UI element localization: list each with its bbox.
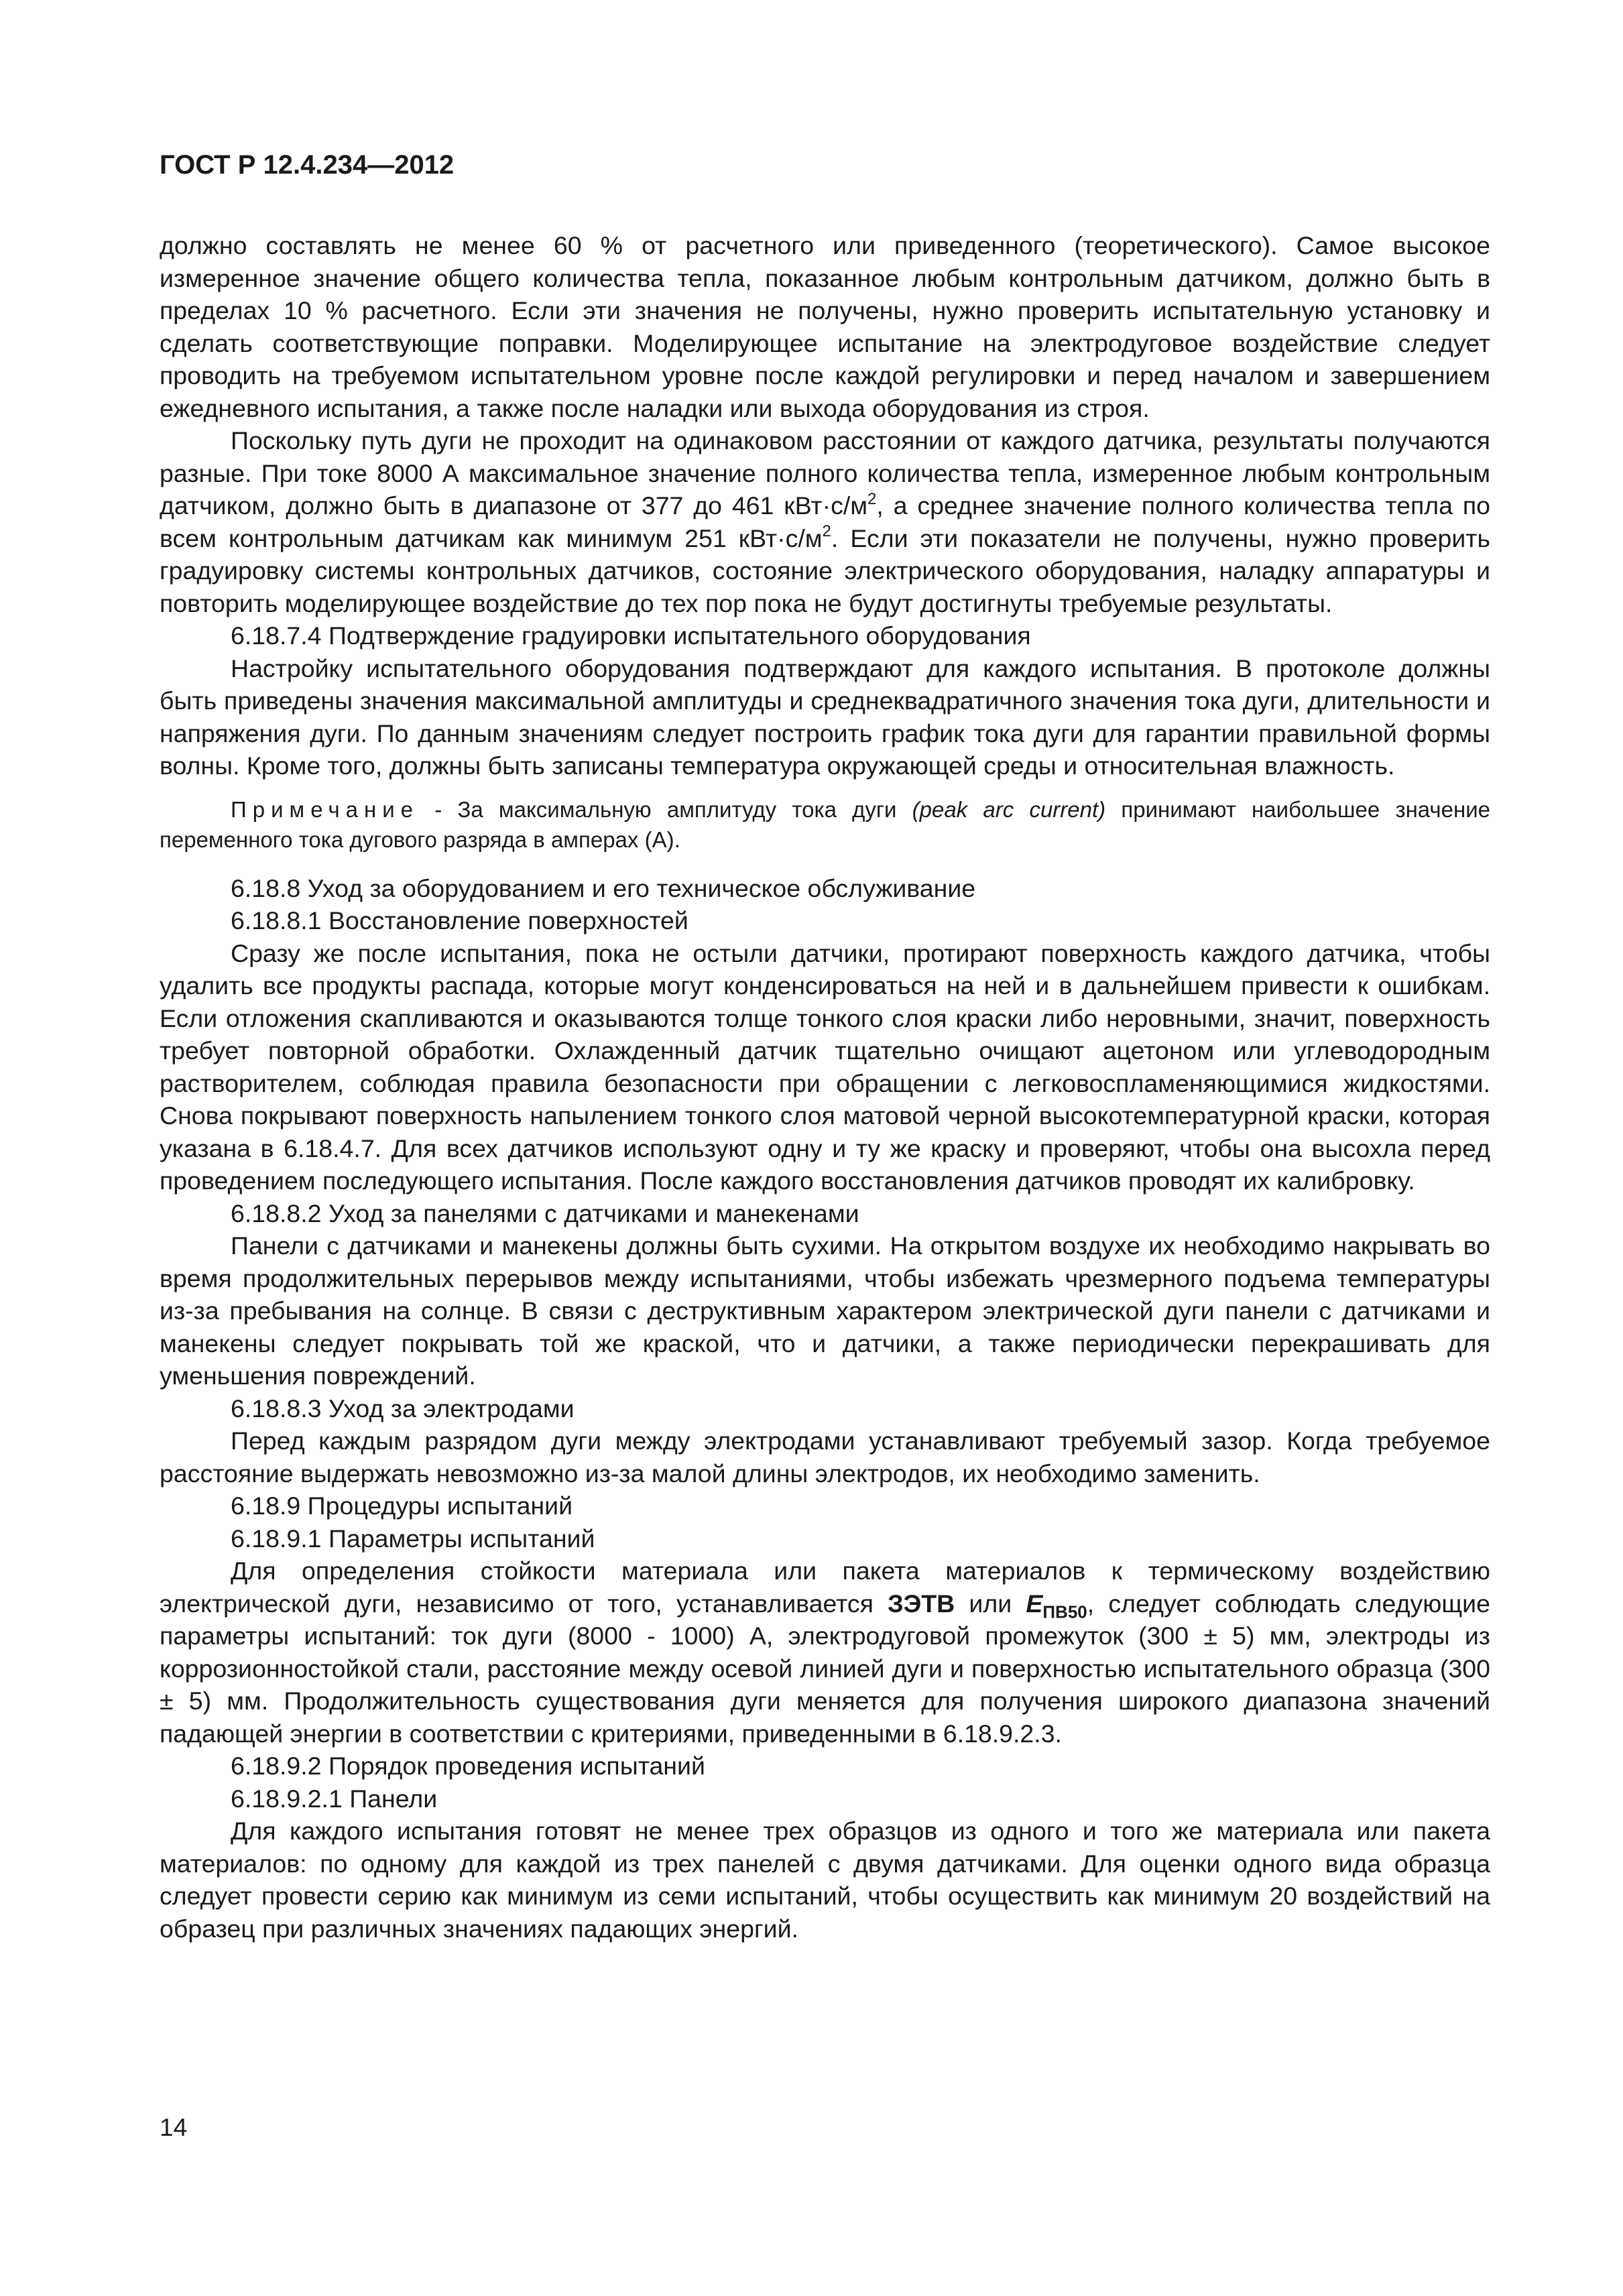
paragraph-arc-path-part2: , а среднее значение полного количества тепла по всем контрольным датчикам как минимум 251 кВт·с/м <box>160 491 1491 552</box>
paragraph-arc-path <box>160 424 1490 619</box>
paragraph-surface-restoration: Сразу же после испытания, пока не остыли датчики, протирают поверхность каждого датчика, чтобы удалить все продукты распада, которые могут конденсироваться на ней и в дальнейшем привести к ошибкам. Если отложения скапливаются и оказываются толще тонкого слоя краски либо неровными, значит, поверхность требует повторной обработки. Охлажденный датчик тщательно очищают ацетоном или углеводородным растворителем, соблюдая правила безопасности при обращении с легковоспламеняющимися жидкостями. Снова покрывают поверхность напылением тонкого слоя матовой черной высокотемпературной краски, которая указана в 6.18.4.7. Для всех датчиков используют одну и ту же краску и проверяют, чтобы она высохла перед проведением последующего испытания. После каждого восстановления датчиков проводят их калибровку. <box>160 939 1490 1195</box>
section-heading-6-18-8-3: 6.18.8.3 Уход за электродами <box>231 1394 575 1423</box>
term-e-subscript: ПВ50 <box>1042 1602 1087 1622</box>
section-heading-6-18-8-1: 6.18.8.1 Восстановление поверхностей <box>231 906 688 934</box>
paragraph-arc-path-part1: Поскольку путь дуги не проходит на одинаковом расстоянии от каждого датчика, результаты получаются разные. При токе 8000 А максимальное значение полного количества тепла, измеренное любым контрольным датчиком, должно быть в диапазоне от 377 до 461 кВт·с/м <box>160 426 1490 520</box>
paragraph-continuation: должно составлять не менее 60 % от расчетного или приведенного (теоретического). Самое высокое измеренное значение общего количества тепла, показанное любым контрольным датчиком, должно быть в пределах 10 % расчетного. Если эти значения не получены, нужно проверить испытательную установку и сделать соответствующие поправки. Моделирующее испытание на электродуговое воздействие следует проводить на требуемом испытательном уровне после каждой регулировки и перед началом и завершением ежедневного испытания, а также после наладки или выхода оборудования из строя. <box>160 231 1490 422</box>
document-header: ГОСТ Р 12.4.234—2012 <box>160 150 455 180</box>
test-parameters-part1: Для определения стойкости материала или пакета материалов к термическому воздействию электрической дуги, независимо от того, устанавливается <box>160 1557 1490 1618</box>
test-parameters-or: или <box>955 1589 1026 1618</box>
superscript-square-1: 2 <box>867 489 877 508</box>
page-number: 14 <box>160 2114 188 2141</box>
document-body-continued <box>160 872 1490 1945</box>
note-text-part2: принимают наибольшее значение переменного тока дугового разряда в амперах (А). <box>160 796 1490 852</box>
paragraph-panels: Для каждого испытания готовят не менее трех образцов из одного и того же материала или пакета материалов: по одному для каждой из трех панелей с двумя датчиками. Для оценки одного вида образца следует провести серию как минимум из семи испытаний, чтобы осуществить как минимум 20 воздействий на образец при различных значениях падающих энергий. <box>160 1817 1490 1943</box>
superscript-square-2: 2 <box>822 522 831 540</box>
note-italic-term: (peak arc current) <box>912 796 1106 822</box>
paragraph-test-parameters <box>160 1555 1490 1750</box>
paragraph-equipment-setup: Настройку испытательного оборудования подтверждают для каждого испытания. В протоколе должны быть приведены значения максимальной амплитуды и среднеквадратичного значения тока дуги, длительности и напряжения дуги. По данным значениям следует построить график тока дуги для гарантии правильной формы волны. Кроме того, должны быть записаны температура окружающей среды и относительная влажность. <box>160 654 1490 780</box>
section-heading-6-18-9-2: 6.18.9.2 Порядок проведения испытаний <box>231 1752 705 1780</box>
section-heading-6-18-8: 6.18.8 Уход за оборудованием и его техническое обслуживание <box>231 873 976 902</box>
paragraph-panel-care: Панели с датчиками и манекены должны быть сухими. На открытом воздухе их необходимо накрывать во время продолжительных перерывов между испытаниями, чтобы избежать чрезмерного подъема температуры из-за пребывания на солнце. В связи с деструктивным характером электрической дуги панели с датчиками и манекены следует покрывать той же краской, что и датчики, а также периодически перекрашивать для уменьшения повреждений. <box>160 1231 1490 1390</box>
note-label: Примечание <box>231 796 420 822</box>
document-body <box>160 229 1490 782</box>
paragraph-electrode-care: Перед каждым разрядом дуги между электродами устанавливают требуемый зазор. Когда требуемое расстояние выдержать невозможно из-за малой длины электродов, их необходимо заменить. <box>160 1427 1490 1488</box>
note-text-part1: - За максимальную амплитуду тока дуги <box>419 796 912 822</box>
section-heading-6-18-9-2-1: 6.18.9.2.1 Панели <box>231 1784 438 1813</box>
document-page <box>160 149 1490 2160</box>
term-zetv: ЗЭТВ <box>888 1589 955 1618</box>
paragraph-arc-path-part3: . Если эти показатели не получены, нужно проверить градуировку системы контрольных датчиков, состояние электрического оборудования, наладку аппаратуры и повторить моделирующее воздействие до тех пор пока не будут достигнуты требуемые результаты. <box>160 524 1490 617</box>
section-heading-6-18-9-1: 6.18.9.1 Параметры испытаний <box>231 1524 595 1553</box>
term-e: E <box>1026 1589 1043 1618</box>
section-heading-6-18-8-2: 6.18.8.2 Уход за панелями с датчиками и манекенами <box>231 1199 859 1227</box>
section-heading-6-18-9: 6.18.9 Процедуры испытаний <box>231 1492 573 1520</box>
test-parameters-part2: , следует соблюдать следующие параметры испытаний: ток дуги (8000 - 1000) А, электродуговой промежуток (300 ± 5) мм, электроды из коррозионностойкой стали, расстояние между осевой линией дуги и поверхностью испытательного образца (300 ± 5) мм. Продолжительность существования дуги меняется для получения широкого диапазона значений падающей энергии в соответствии с критериями, приведенными в 6.18.9.2.3. <box>160 1589 1490 1748</box>
note-peak-arc-current <box>160 794 1490 855</box>
section-heading-6-18-7-4: 6.18.7.4 Подтверждение градуировки испытательного оборудования <box>231 621 1031 650</box>
